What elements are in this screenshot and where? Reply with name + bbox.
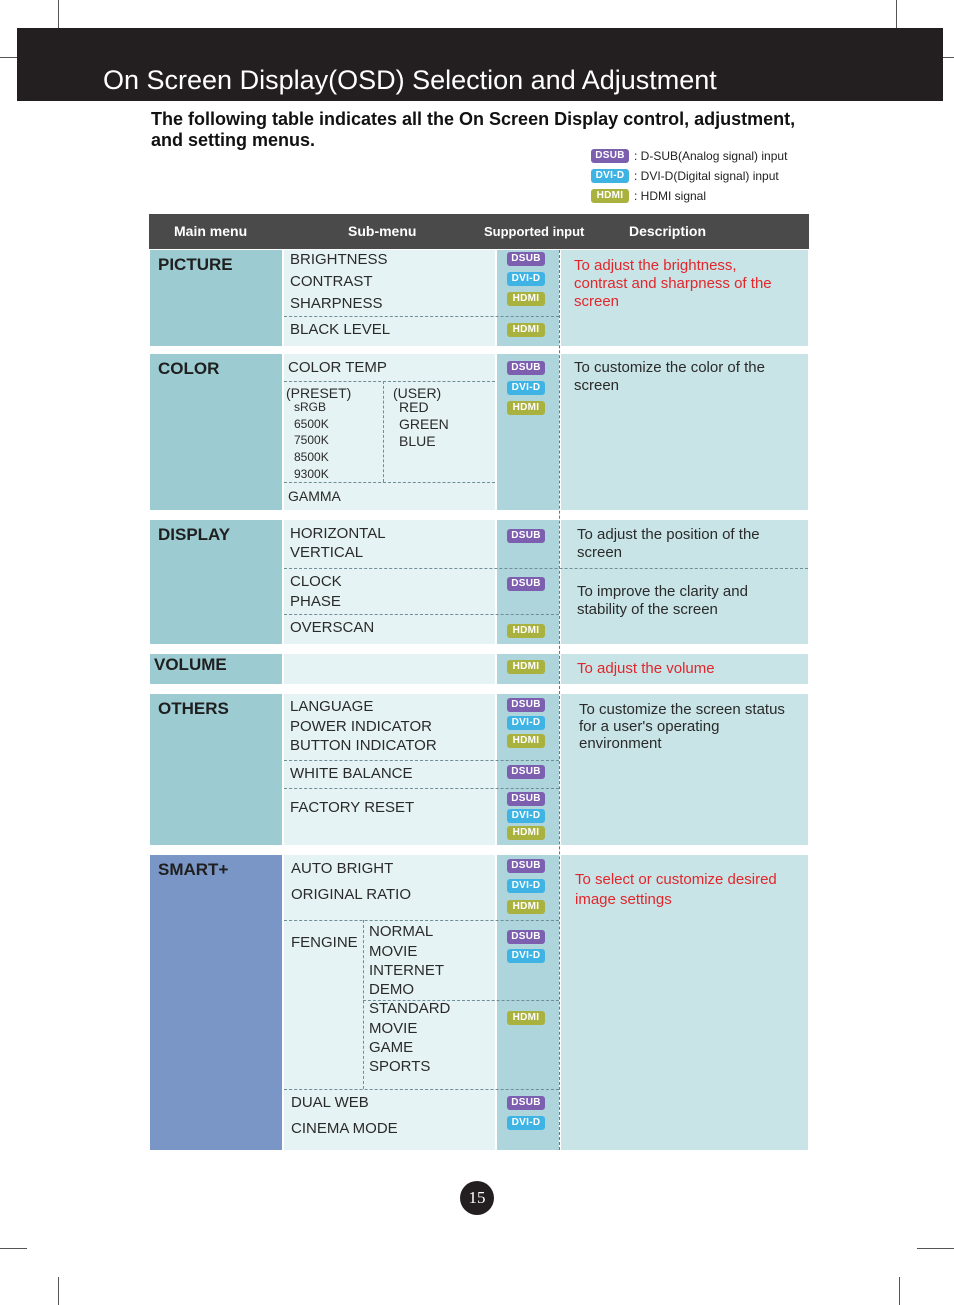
crop-mark [58,1277,59,1305]
preset-6500k: 6500K [294,417,329,431]
color-input-cell [497,354,559,510]
display-label: DISPLAY [158,525,231,544]
divider [363,920,364,1089]
legend-dsub [591,148,787,164]
header-sub-menu: Sub-menu [348,223,417,239]
dvid-badge: DVI-D [507,809,545,823]
preset-7500k: 7500K [294,433,329,447]
horizontal-item: HORIZONTAL [290,525,386,542]
crop-mark [943,57,954,58]
header-supported-input: Supported input [484,224,585,239]
display-description-clarity: To improve the clarity and stability of the screen [577,583,748,618]
fengine-item: FENGINE [291,934,358,951]
brightness-item: BRIGHTNESS [290,251,388,268]
preset-9300k: 9300K [294,467,329,481]
user-label: (USER) [393,385,442,401]
clock-item: CLOCK [290,573,342,590]
display-description-position: To adjust the position of the screen [577,526,760,561]
divider [284,568,808,569]
preset-8500k: 8500K [294,450,329,464]
hdmi-badge: HDMI [507,826,545,840]
hdmi-badge: HDMI [507,734,545,748]
smart-main-cell [150,855,282,1150]
black-level-item: BLACK LEVEL [290,321,391,338]
others-description: To customize the screen status for a user's operating environment [579,701,785,752]
hdmi-badge: HDMI [507,401,545,415]
legend-text: : HDMI signal [634,189,707,203]
dsub-badge: DSUB [507,361,545,375]
legend-text: : DVI-D(Digital signal) input [634,169,779,183]
divider [284,788,559,789]
white-balance-item: WHITE BALANCE [290,765,413,782]
user-red: RED [399,399,429,415]
dual-web-item: DUAL WEB [291,1094,369,1111]
legend-hdmi [591,188,706,204]
picture-description: To adjust the brightness, contrast and sharpness of the screen [574,257,772,310]
fengine-normal: NORMAL [369,923,434,940]
hdmi-badge: HDMI [507,323,545,337]
fengine-demo: DEMO [369,981,414,998]
color-temp-item: COLOR TEMP [288,359,387,376]
legend-text: : D-SUB(Analog signal) input [634,149,788,163]
crop-mark [917,1248,954,1249]
picture-label: PICTURE [158,255,233,274]
dsub-badge: DSUB [507,859,545,873]
divider [284,1089,559,1090]
divider [284,920,559,921]
dsub-badge: DSUB [507,529,545,543]
fengine-movie: MOVIE [369,1020,418,1037]
dsub-badge: DSUB [507,765,545,779]
header-description: Description [629,223,707,239]
factory-reset-item: FACTORY RESET [290,799,415,816]
color-label: COLOR [158,359,220,378]
dvid-badge: DVI-D [507,949,545,963]
fengine-internet: INTERNET [369,962,444,979]
contrast-item: CONTRAST [290,273,373,290]
divider [383,381,384,482]
overscan-item: OVERSCAN [290,619,375,636]
crop-mark [0,1248,27,1249]
cinema-mode-item: CINEMA MODE [291,1120,398,1137]
page-title: On Screen Display(OSD) Selection and Adjustment [103,65,717,95]
dsub-badge: DSUB [507,698,545,712]
dvid-badge: DVI-D [507,381,545,395]
crop-mark [0,57,17,58]
hdmi-badge: HDMI [507,624,545,638]
crop-mark [899,1277,900,1305]
divider [284,482,495,483]
dsub-badge: DSUB [507,577,545,591]
dsub-badge: DSUB [507,930,545,944]
others-label: OTHERS [158,699,229,718]
user-green: GREEN [399,416,449,432]
divider [284,316,559,317]
original-ratio-item: ORIGINAL RATIO [291,886,412,903]
volume-sub-cell [284,654,495,684]
gamma-item: GAMMA [288,488,341,504]
fengine-movie: MOVIE [369,943,418,960]
divider [284,381,495,382]
sharpness-item: SHARPNESS [290,295,383,312]
hdmi-badge: HDMI [507,292,545,306]
dvid-badge: DVI-D [507,716,545,730]
preset-srgb: sRGB [294,400,327,414]
crop-mark [896,0,897,28]
dvid-badge: DVI-D [507,272,545,286]
divider [284,760,559,761]
language-item: LANGUAGE [290,698,374,715]
legend-dvid [591,168,779,184]
table-header [149,214,809,249]
vertical-item: VERTICAL [290,544,364,561]
hdmi-badge: HDMI [507,900,545,914]
dvid-badge: DVI-D [507,879,545,893]
dsub-badge: DSUB [591,149,629,163]
smart-description: To select or customize desired image settings [575,871,777,908]
hdmi-badge: HDMI [507,1011,545,1025]
page-number: 15 [460,1181,494,1215]
dvid-badge: DVI-D [507,1116,545,1130]
fengine-standard: STANDARD [369,1000,451,1017]
fengine-game: GAME [369,1039,414,1056]
color-description: To customize the color of the screen [574,359,765,394]
user-blue: BLUE [399,433,436,449]
volume-label: VOLUME [154,655,227,674]
power-indicator-item: POWER INDICATOR [290,718,432,735]
column-divider [559,250,560,1150]
volume-description: To adjust the volume [577,660,715,677]
hdmi-badge: HDMI [591,189,629,203]
dsub-badge: DSUB [507,1096,545,1110]
dvid-badge: DVI-D [591,169,629,183]
auto-bright-item: AUTO BRIGHT [291,860,394,877]
preset-label: (PRESET) [286,385,352,401]
button-indicator-item: BUTTON INDICATOR [290,737,437,754]
smart-label: SMART+ [158,860,229,879]
divider [284,614,559,615]
dsub-badge: DSUB [507,792,545,806]
fengine-sports: SPORTS [369,1058,431,1075]
phase-item: PHASE [290,593,341,610]
intro-text: The following table indicates all the On Screen Display control, adjustment, and setting menus. [151,109,796,150]
hdmi-badge: HDMI [507,660,545,674]
dsub-badge: DSUB [507,252,545,266]
header-main-menu: Main menu [174,223,248,239]
crop-mark [58,0,59,28]
